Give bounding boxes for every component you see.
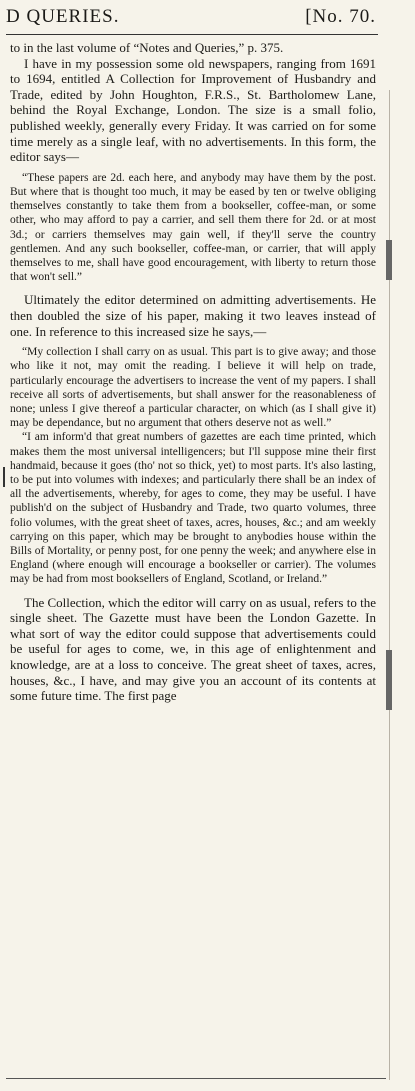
quotation: “I am inform'd that great numbers of gazettes are each time printed, which makes them the most universal intelligencers; but I'll suppose mine their first handmaid, because it goes (tho' not so thick, yet) to most parts. It's also lasting, to be put into volumes with indexes; and particularly there shall be an index of all the advertisements, whereby, for ages to come, they may be useful. I have publish'd on the subject of Husbandry and Trade, two quarto volumes, three folio volumes, with the great sheet of taxes, acres, houses, &c.; and am weekly carrying on this paper, which may be brought to anybodies house within the Bills of Mortality, or penny post, for one penny the week; and anywhere else in England (where enough will encourage a bookseller or carrier). The volumes may be had from most booksellers of England, Scotland, or Ireland.” — [10, 431, 376, 586]
margin-bar-mark — [3, 467, 5, 487]
footer-rule — [6, 1078, 386, 1079]
running-title: D QUERIES. — [6, 6, 120, 27]
paragraph: The Collection, which the editor will carry on as usual, refers to the single sheet. The Gazette must have been the London Gazette. In what sort of way the editor could suppose that advertisements could be useful for ages to come, we, in this age of enlightenment and knowledge, are at a loss to conceive. The great sheet of taxes, acres, houses, &c., I have, and may give you an account of its contents at some future time. The first page — [10, 594, 376, 704]
margin-mark — [386, 240, 392, 280]
paragraph: to in the last volume of “Notes and Queries,” p. 375. — [10, 40, 284, 55]
issue-number: [No. 70. — [305, 6, 376, 27]
paragraph: I have in my possession some old newspapers, ranging from 1691 to 1694, entitled A Collection for Improvement of Husbandry and Trade, edited by John Houghton, F.R.S., St. Bartholomew Lane, behind the Royal Exchange, London. The size is a small folio, published weekly, generally every Friday. It was carried on for some time merely as a single leaf, with no advertisements. In this form, the editor says— — [10, 55, 376, 165]
header-rule — [6, 34, 378, 35]
quotation: “These papers are 2d. each here, and anybody may have them by the post. But where that is thought too much, it may be eased by ten or twelve obliging themselves constantly to take them from a bookseller, coffee-man, or some other, who may afford to pay a carrier, and sell them there for 2d. or at most 3d.; or carriers themselves may gain well, if they'll serve the country gentlemen. And any such bookseller, coffee-man, or carrier, that will apply themselves to me, shall have good encouragement, with liberty to return those that won't sell.” — [10, 171, 376, 284]
text-column — [10, 40, 376, 704]
page-header — [6, 6, 376, 32]
gutter-line — [389, 90, 390, 1080]
quotation: “My collection I shall carry on as usual. This part is to give away; and those who like it not, may omit the reading. I believe it will help on trade, particularly encourage the advertisers to increase the vent of my papers. I shall receive all sorts of advertisements, but shall answer for the reasonableness of none; unless I give thereof a particular character, on which (as I shall give it) may be dependance, but no argument that others deserve not as well.” — [10, 346, 376, 430]
margin-mark — [386, 650, 392, 710]
paragraph: Ultimately the editor determined on admitting advertisements. He then doubled the size of his paper, making it two leaves instead of one. In reference to this increased size he says,— — [10, 292, 376, 339]
